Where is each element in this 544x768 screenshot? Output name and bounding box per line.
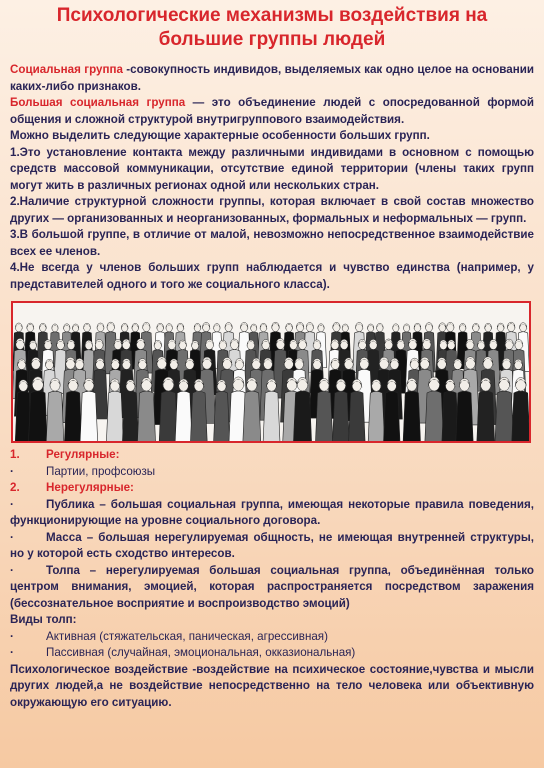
- bullet-icon: ·: [10, 530, 14, 544]
- bullet-icon: ·: [10, 497, 14, 511]
- social-group-term: Социальная группа: [10, 63, 123, 76]
- irregular-heading: [10, 480, 534, 497]
- feature-4: 4.Не всегда у членов больших групп наблюдается и чувство единства (например, у представителей одного и того же социального класса).: [10, 261, 534, 291]
- crowd-kinds-label: Виды толп:: [10, 613, 77, 626]
- crowd-illustration: [11, 301, 531, 443]
- public-item-text: Публика – большая социальная группа, имеющая некоторые правила поведения, функционирующие на уровне социального договора.: [10, 497, 534, 527]
- mass-item: [10, 530, 534, 563]
- intro-section: [10, 62, 534, 293]
- passive-item: [10, 645, 534, 662]
- group-types-section: [10, 447, 534, 711]
- public-item: [10, 497, 534, 530]
- title-line-1: Психологические механизмы воздействия на: [56, 5, 488, 26]
- feature-3: 3.В большой группе, в отличие от малой, невозможно непосредственное взаимодействие всех ее членов.: [10, 228, 534, 258]
- title-line-2: большие группы людей: [158, 29, 386, 50]
- social-group-definition: [10, 62, 534, 95]
- bullet-icon: ·: [10, 563, 14, 577]
- mass-item-text: Масса – большая нерегулируемая общность, не имеющая внутренней структуры, но у которой есть сходство интересов.: [10, 530, 534, 560]
- regular-heading: [10, 447, 534, 464]
- large-group-definition: [10, 95, 534, 128]
- regular-item-text: Партии, профсоюзы: [46, 464, 156, 478]
- bullet-icon: ·: [10, 464, 14, 478]
- crowd-item-text: Толпа – нерегулируемая большая социальная группа, объединённая только центром внимания, эмоцией, которая распространяется посредством заражения (бессознательное восприятие и воспроизводство эмоций): [10, 563, 534, 610]
- active-item-text: Активная (стяжательская, паническая, агрессивная): [46, 629, 328, 643]
- irregular-label: Нерегулярные:: [46, 481, 134, 494]
- feature-2: 2.Наличие структурной сложности группы, которая включает в свой состав множество других — организованных и неорганизованных, формальных и неформальных — групп.: [10, 195, 534, 225]
- passive-item-text: Пассивная (случайная, эмоциональная, окказиональная): [46, 646, 356, 659]
- bullet-icon: ·: [10, 629, 14, 643]
- page-title: [10, 4, 534, 52]
- regular-label: Регулярные:: [46, 448, 120, 461]
- regular-number: 1.: [10, 448, 20, 461]
- irregular-number: 2.: [10, 481, 20, 494]
- features-intro: Можно выделить следующие характерные особенности больших групп.: [10, 129, 430, 142]
- influence-definition: Психологическое воздействие -воздействие на психическое состояние,чувства и мысли других людей,а не воздействие непосредственно на тело человека или объективную окружающую его ситуацию.: [10, 662, 534, 709]
- regular-item: [10, 464, 534, 481]
- social-group-def: -совокупность индивидов, выделяемых как одно целое на основании каких-либо признаков.: [10, 63, 534, 93]
- bullet-icon: ·: [10, 646, 14, 659]
- crowd-illustration-icon: [13, 303, 529, 441]
- active-item: [10, 629, 534, 646]
- crowd-item: [10, 563, 534, 613]
- large-group-term: Большая социальная группа: [10, 96, 186, 109]
- feature-1: 1.Это установление контакта между различными индивидами в основном с помощью средств массовой коммуникации, отсутствие единой территории (члены таких групп могут жить в различных регионах одной или нескольких стран.: [10, 145, 534, 192]
- large-group-def: — это объединение людей с опосредованной формой общения и сложной структурой внутригруппового взаимодействия.: [10, 96, 534, 126]
